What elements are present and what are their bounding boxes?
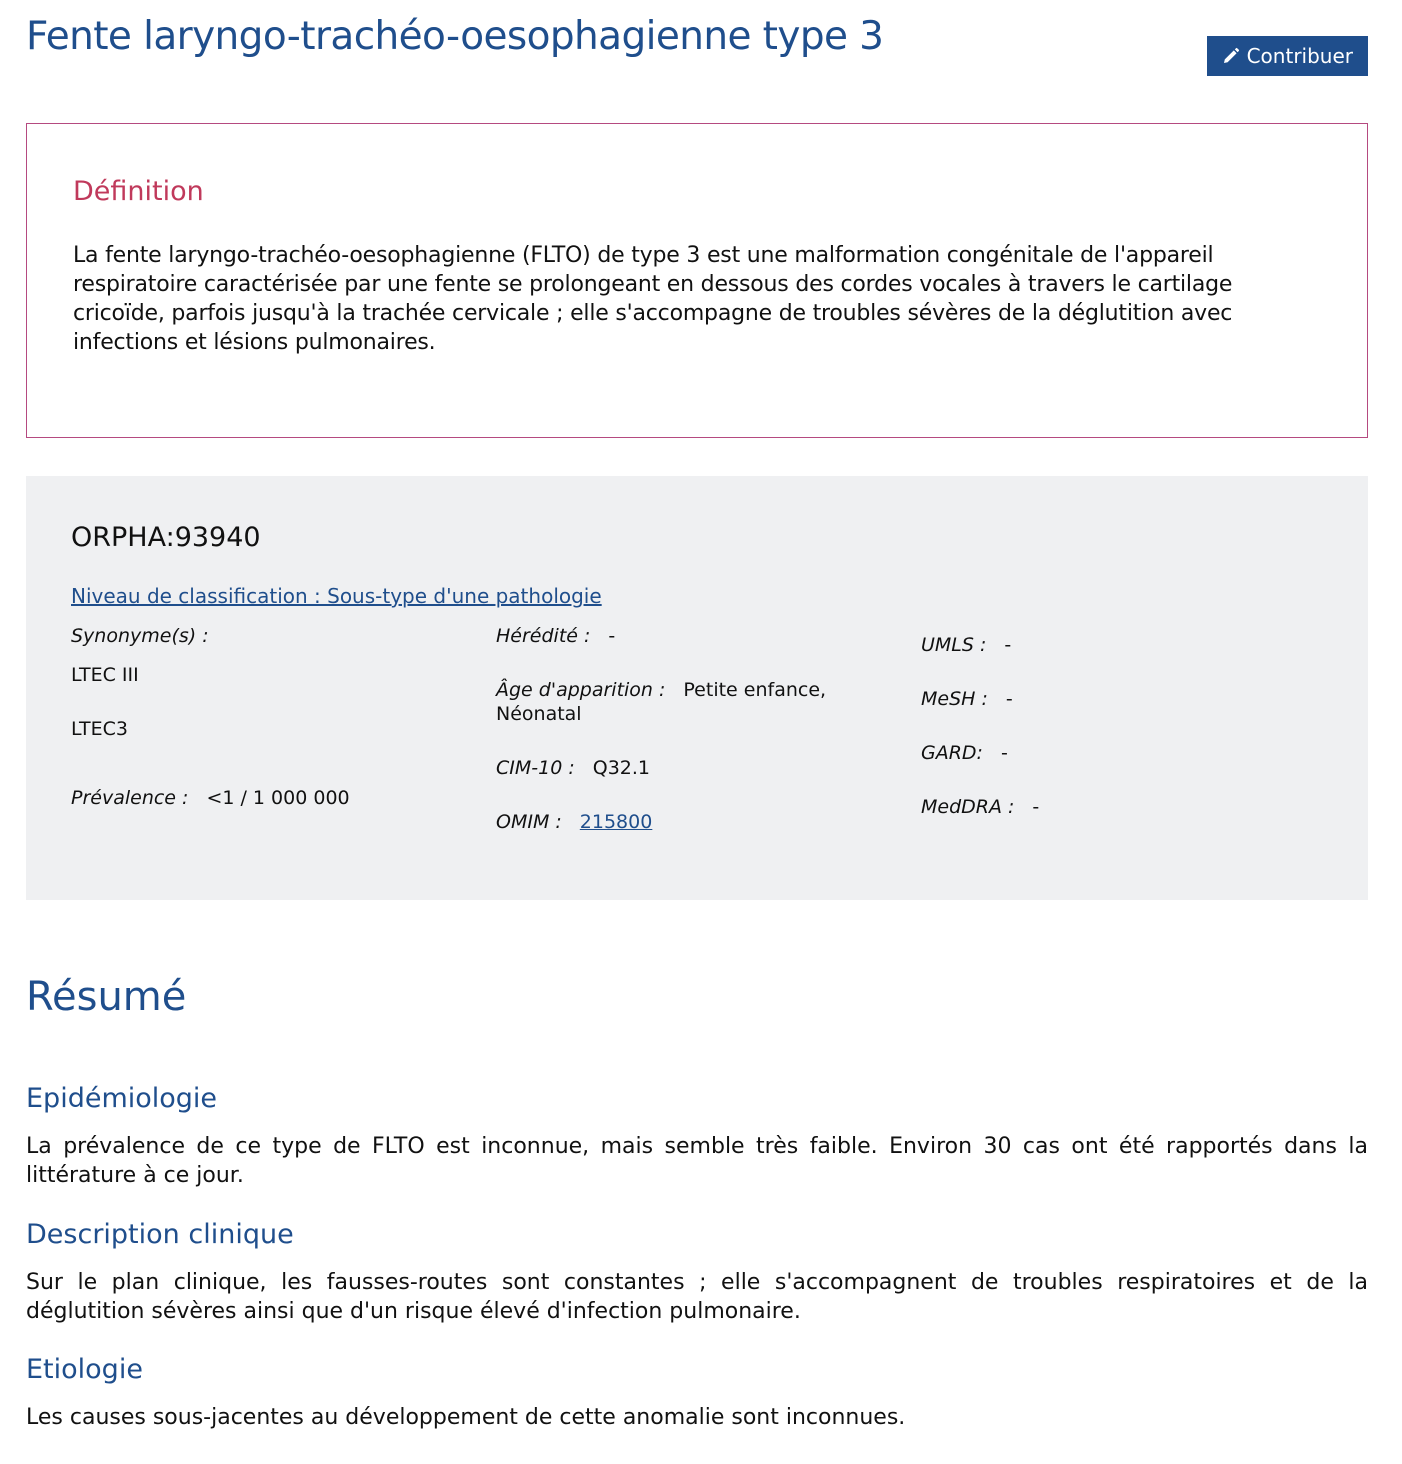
omim-field [496,810,652,834]
omim-link[interactable]: 215800 [579,811,653,833]
clinical-description-text: Sur le plan clinique, les fausses-routes sont constantes ; elle s'accompagnent de troubles respiratoires et de la déglutition sévères ainsi que d'un risque élevé d'infection pulmonaire. [26,1270,1368,1324]
disease-info-panel [26,476,1368,900]
umls-value: - [1004,634,1012,656]
etiology-text: Les causes sous-jacentes au développement de cette anomalie sont inconnues. [26,1405,906,1430]
heredity-field [496,624,615,648]
epidemiology-text: La prévalence de ce type de FLTO est inconnue, mais semble très faible. Environ 30 cas ont été rapportés dans la littérature à ce jour. [26,1134,1368,1188]
prevalence-label: Prévalence : [71,787,189,809]
page-header [26,0,1368,100]
pencil-icon [1222,47,1240,65]
classification-level-link[interactable]: Niveau de classification : Sous-type d'une pathologie [71,584,602,608]
etiology-heading: Etiologie [26,1354,143,1385]
synonym-item: LTEC3 [71,718,128,740]
mesh-field [921,687,1013,711]
gard-label: GARD: [921,742,983,764]
page-content [26,0,1368,1430]
prevalence-field [71,786,350,810]
meddra-value: - [1032,796,1040,818]
clinical-description-heading: Description clinique [26,1219,294,1250]
orpha-code: ORPHA:93940 [71,522,261,553]
onset-age-field [496,678,826,702]
mesh-label: MeSH : [921,688,988,710]
omim-label: OMIM : [496,811,562,833]
synonyms-label: Synonyme(s) : [71,625,209,647]
umls-field [921,633,1011,657]
gard-value: - [1000,742,1008,764]
contribute-button-label: Contribuer [1246,44,1353,68]
summary-heading: Résumé [26,974,187,1020]
prevalence-value: <1 / 1 000 000 [206,787,350,809]
meddra-field [921,795,1039,819]
onset-age-value: Petite enfance, [683,679,827,701]
icd10-label: CIM-10 : [496,757,575,779]
epidemiology-heading: Epidémiologie [26,1083,218,1114]
gard-field [921,741,1008,765]
heredity-label: Hérédité : [496,625,591,647]
definition-title: Définition [73,176,204,207]
umls-label: UMLS : [921,634,987,656]
mesh-value: - [1005,688,1013,710]
definition-box [26,123,1368,438]
icd10-value: Q32.1 [592,757,651,779]
onset-age-label: Âge d'apparition : [496,679,666,701]
icd10-field [496,756,650,780]
contribute-button[interactable] [1207,36,1368,76]
meddra-label: MedDRA : [921,796,1015,818]
heredity-value: - [608,625,616,647]
onset-age-value-continued: Néonatal [496,703,582,725]
synonym-item: LTEC III [71,664,139,686]
definition-text: La fente laryngo-trachéo-oesophagienne (FLTO) de type 3 est une malformation congénitale de l'appareil respiratoire caractérisée par une fente se prolongeant en dessous des cordes vocales à travers le cartilage cricoïde, parfois jusqu'à la trachée cervicale ; elle s'accompagne de troubles sévères de la déglutition avec infections et lésions pulmonaires. [73,243,1233,355]
page-title: Fente laryngo-trachéo-oesophagienne type 3 [26,14,884,59]
